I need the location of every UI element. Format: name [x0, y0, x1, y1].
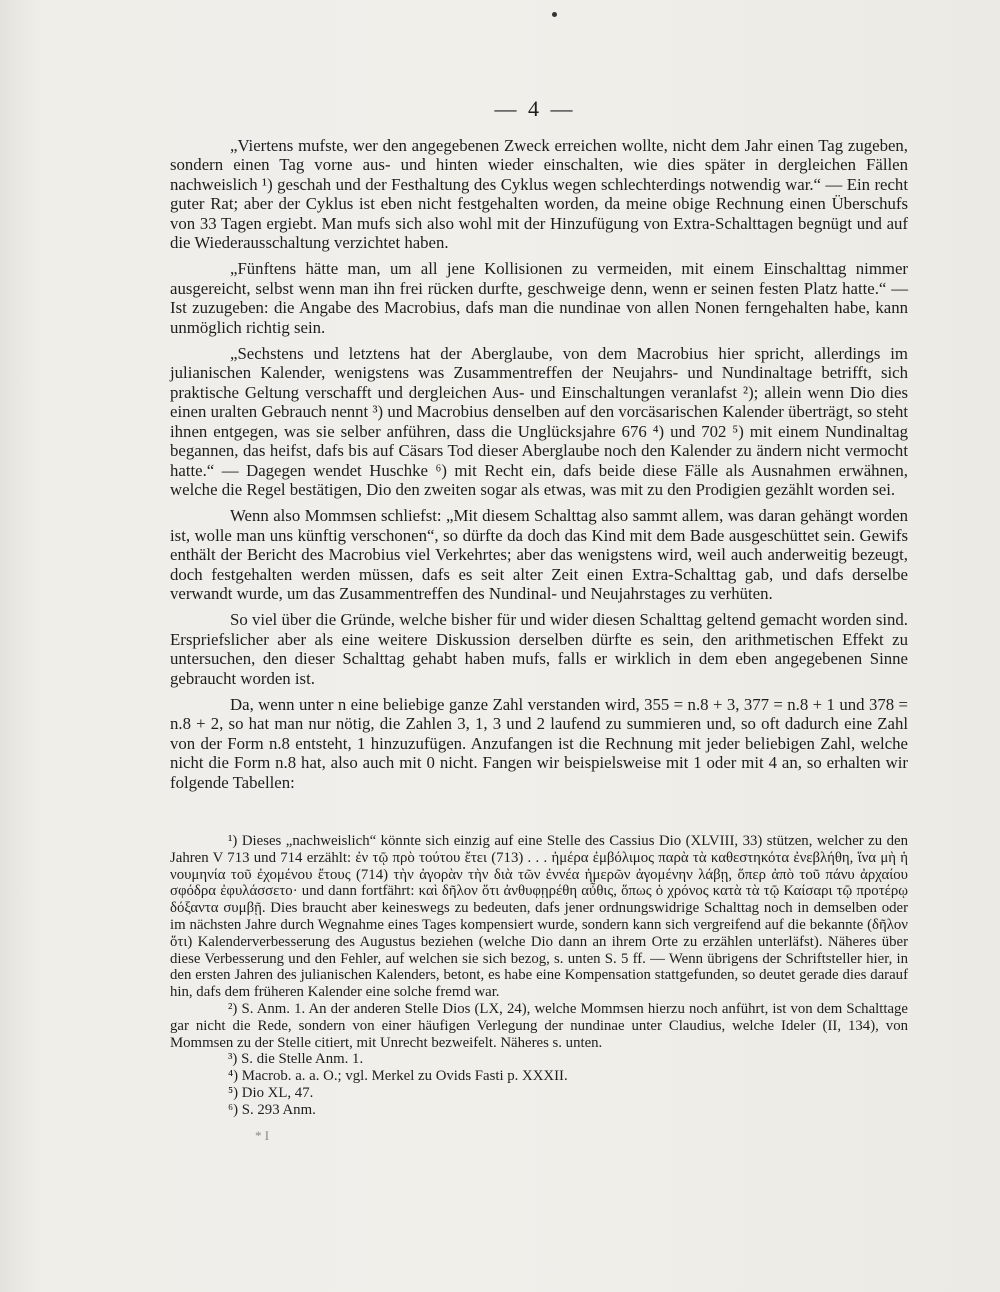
paragraph: Da, wenn unter n eine beliebige ganze Zahl verstanden wird, 355 = n.8 + 3, 377 = n.8 + 1 und 378 = n.8 + 2, so hat man nur nötig, die Zahlen 3, 1, 3 und 2 laufend zu summieren und, so oft dadurch eine Zahl von der Form n.8 entsteht, 1 hinzuzufügen. Anzufangen ist die Rechnung mit jeder beliebigen Zahl, welche nicht die Form n.8 hat, also auch mit 0 nicht. Fangen wir beispielsweise mit 1 oder mit 4 an, so erhalten wir folgende Tabellen: — [170, 694, 908, 792]
footnote: ³) S. die Stelle Anm. 1. — [228, 1051, 364, 1068]
paragraph: „Fünftens hätte man, um all jene Kollisionen zu vermeiden, mit einem Einschalttag nimmer ausgereicht, selbst wenn man ihn frei rücken durfte, geschweige denn, wenn er seinen festen Platz hatte.“ — Ist zuzugeben: die Angabe des Macrobius, dafs man die nundinae von allen Nonen ferngehalten habe, kann unmöglich richtig sein. — [170, 259, 908, 337]
paragraph: So viel über die Gründe, welche bisher für und wider diesen Schalttag geltend gemacht worden sind. Erspriefslicher aber als eine weitere Diskussion derselben dürfte es sein, den arithmetischen Effekt zu untersuchen, den dieser Schalttag gehabt haben mufs, falls er wirklich in dem eben angegebenen Sinne gebraucht worden ist. — [170, 610, 908, 688]
footer-mark: * I — [255, 1128, 270, 1143]
footnote: ²) S. Anm. 1. An der anderen Stelle Dios (LX, 24), welche Mommsen hierzu noch anführt, ist von dem Schalttage gar nicht die Rede, sondern von einer häufigen Verlegung der nundinae unter Claudius, welche Ideler (II, 134), von Mommsen zu der Stelle citiert, mit Unrecht bezweifelt. Näheres s. unten. — [170, 1000, 908, 1051]
ink-dot — [552, 12, 557, 17]
paragraph: „Sechstens und letztens hat der Aberglaube, von dem Macrobius hier spricht, allerdings im julianischen Kalender, wenigstens was Zusammentreffen der Neujahrs- und Nundinaltage betrifft, sich praktische Geltung verschafft und dergleichen Aus- und Einschaltungen veranlafst ²); allein wenn Dio dies einen uralten Gebrauch nennt ³) und Macrobius denselben auf den vorcäsarischen Kalender überträgt, so steht ihnen entgegen, was sie selber anführen, dass die Unglücksjahre 676 ⁴) und 702 ⁵) mit einem Nundinaltag begannen, das heifst, dafs bis auf Cäsars Tod dieser Aberglaube noch den Kalender zu ändern nicht vermocht hatte.“ — Dagegen wendet Huschke ⁶) mit Recht ein, dafs beide diese Fälle als Ausnahmen erwähnen, welche die Regel bestätigen, Dio den zweiten sogar als etwas, was mit zu den Prodigien gezählt worden sei. — [170, 344, 908, 499]
footnotes — [170, 833, 908, 1119]
footnote: ⁶) S. 293 Anm. — [228, 1101, 316, 1118]
footnote: ⁵) Dio XL, 47. — [228, 1084, 314, 1101]
main-text — [170, 136, 908, 799]
paragraph: „Viertens mufste, wer den angegebenen Zweck erreichen wollte, nicht dem Jahr einen Tag zugeben, sondern einen Tag vorne aus- und hinten wieder einschalten, wie dies später in dergleichen Fällen nachweislich ¹) geschah und der Festhaltung des Cyklus wegen schlechterdings notwendig war.“ — Ein recht guter Rat; aber der Cyklus ist eben nicht festgehalten worden, da meine obige Rechnung einen Überschufs von 33 Tagen ergiebt. Man mufs sich also wohl mit der Hinzufügung von Extra-Schalttagen begnügt und auf die Wiederausschaltung verzichtet haben. — [170, 136, 908, 253]
footnote: ⁴) Macrob. a. a. O.; vgl. Merkel zu Ovids Fasti p. XXXII. — [228, 1068, 568, 1085]
footnote: ¹) Dieses „nachweislich“ könnte sich einzig auf eine Stelle des Cassius Dio (XLVIII, 33) stützen, welcher zu den Jahren V 713 und 714 erzählt: ἐν τῷ πρὸ τούτου ἔτει (713) . . . ἡμέρα ἐμβόλιμος παρὰ τὰ καθεστηκότα ἐνεβλήθη, ἵνα μὴ ἡ νουμηνία τοῦ ἐχομένου ἔτους (714) τὴν ἀγορὰν τὴν διὰ τῶν ἐννέα ἡμερῶν ἀγομένην λάβῃ, ὅπερ ἀπὸ τοῦ πάνυ ἀρχαίου σφόδρα ἐφυλάσσετο· und dann fortfährt: καὶ δῆλον ὅτι ἀνθυφῃρέθη αὖθις, ὅπως ὁ χρόνος κατὰ τὰ τῷ Καίσαρι τῷ προτέρῳ δόξαντα συμβῇ. Dies braucht aber keineswegs zu bedeuten, dafs jener ordnungswidrige Schalttag noch in demselben oder im nächsten Jahre durch Wegnahme eines Tages kompensiert wurde, sondern kann sich vergreifend auf die bekannte (δῆλον ὅτι) Kalenderverbesserung des Augustus beziehen (welche Dio dann an ihrem Orte zu erzählen unterläfst). Näheres über diese Verbesserung und den Fehler, auf welchen sie sich bezog, s. unten S. 5 ff. — Wenn übrigens der Schriftsteller hier, in den ersten Jahren des julianischen Kalenders, betont, es habe eine Kompensation stattgefunden, so deutet gerade dies darauf hin, dafs dem früheren Kalender eine solche fremd war. — [170, 833, 908, 1001]
page-number: — 4 — — [494, 96, 576, 121]
paragraph: Wenn also Mommsen schliefst: „Mit diesem Schalttag also sammt allem, was daran gehängt worden ist, wolle man uns künftig verschonen“, so dürfte da doch das Kind mit dem Bade ausgeschüttet sein. Gewifs enthält der Bericht des Macrobius viel Verkehrtes; aber das wenigstens wird, weil auch anderweitig bezeugt, doch festgehalten werden müssen, dafs es seit alter Zeit einen Extra-Schalttag gab, und dafs derselbe verwandt wurde, um das Zusammentreffen des Nundinal- und Neujahrstages zu verhüten. — [170, 506, 908, 603]
